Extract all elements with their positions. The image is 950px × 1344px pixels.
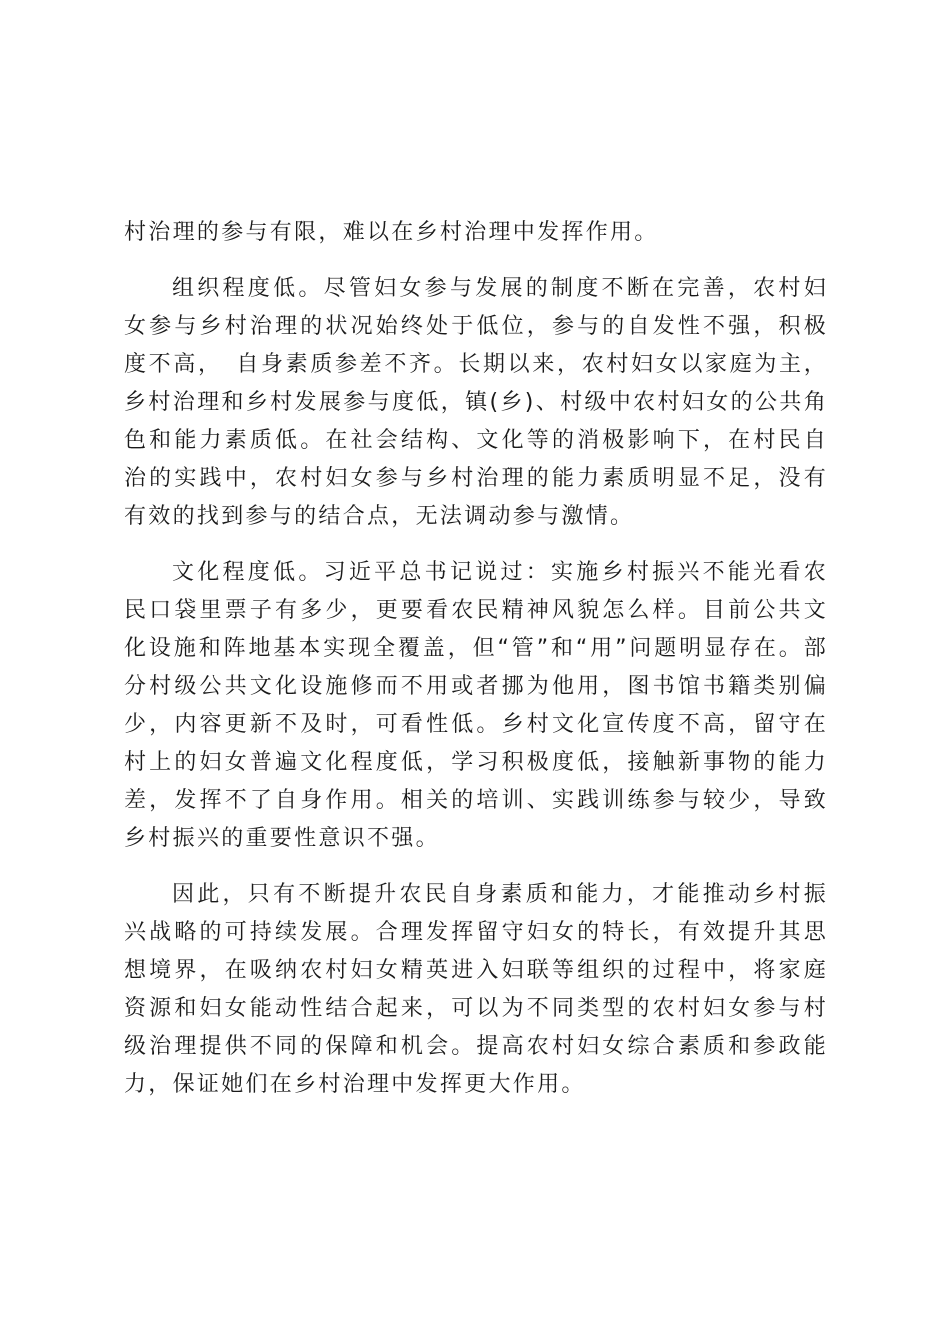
paragraph-organization-level: 组织程度低。尽管妇女参与发展的制度不断在完善，农村妇女参与乡村治理的状况始终处于低位，参与的自发性不强，积极度不高， 自身素质参差不齐。长期以来，农村妇女以家庭为主，乡村治理和乡村发展参与度低，镇(乡)、村级中农村妇女的公共角色和能力素质低。在社会结构、文化等的消极影响下，在村民自治的实践中，农村妇女参与乡村治理的能力素质明显不足，没有有效的找到参与的结合点，无法调动参与激情。	[124, 276, 828, 529]
paragraph-culture-level: 文化程度低。习近平总书记说过：实施乡村振兴不能光看农民口袋里票子有多少，更要看农民精神风貌怎么样。目前公共文化设施和阵地基本实现全覆盖，但“管”和“用”问题明显存在。部分村级公共文化设施修而不用或者挪为他用，图书馆书籍类别偏少，内容更新不及时，可看性低。乡村文化宣传度不高，留守在村上的妇女普遍文化程度低，学习积极度低，接触新事物的能力差，发挥不了自身作用。相关的培训、实践训练参与较少，导致乡村振兴的重要性意识不强。	[124, 560, 828, 851]
paragraph-conclusion: 因此，只有不断提升农民自身素质和能力，才能推动乡村振兴战略的可持续发展。合理发挥留守妇女的特长，有效提升其思想境界，在吸纳农村妇女精英进入妇联等组织的过程中，将家庭资源和妇女能动性结合起来，可以为不同类型的农村妇女参与村级治理提供不同的保障和机会。提高农村妇女综合素质和参政能力，保证她们在乡村治理中发挥更大作用。	[124, 882, 828, 1097]
paragraph-continuation: 村治理的参与有限，难以在乡村治理中发挥作用。	[124, 220, 659, 245]
document-body	[124, 214, 828, 1122]
